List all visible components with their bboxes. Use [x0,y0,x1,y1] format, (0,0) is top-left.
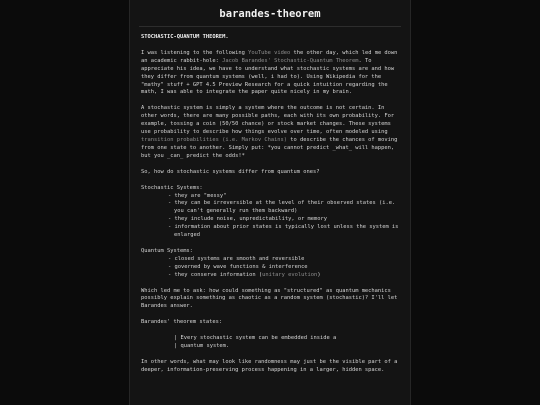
stochastic-text-a: A stochastic system is simply a system where the outcome is not certain. In other words, there are many possible paths, each with its own probability. For example, tossing a coin (50/50 chance) or stock market changes. These systems use probability to describe how things evolve over time, often modeled using [141,105,395,136]
article-page [129,0,411,405]
closing-paragraph: In other words, what may look like randomness may just be the visible part of a deeper, information-preserving process happening in a larger, hidden space. [141,359,398,373]
list-item [141,272,399,280]
list-item: - they include noise, unpredictability, or memory [168,216,328,223]
intro-heading: STOCHASTIC-QUANTUM THEOREM. [141,34,229,40]
question-paragraph: So, how do stochastic systems differ from quantum ones? [141,168,320,175]
youtube-video-link[interactable]: YouTube video [248,49,291,56]
quantum-systems-list [141,256,399,280]
intro-text-b: the other day, which led me down an academic rabbit-hole: [141,49,398,64]
unitary-evolution-link[interactable]: unitary evolution [262,271,318,278]
quantum-item-text-b: ) [317,271,321,278]
theorem-line-2: | quantum system. [174,343,230,350]
article-content [130,27,410,375]
list-item: - governed by wave functions & interference [168,263,308,270]
quantum-item-text-a: - they conserve information ( [168,271,263,278]
list-item: - they can be irreversible at the level of their observed states (i.e. you can't generally run them backward) [168,200,396,215]
list-item: - they are "messy" [168,192,227,199]
theorem-quote [141,335,399,351]
list-item: - information about prior states is typically lost unless the system is enlarged [168,224,399,239]
intro-text-c: . To appreciate his idea, we have to understand what stochastic systems are and how they differ from quantum systems (well, i had to). Using Wikipedia for the "mathy" stuff + GPT 4.5 Preview Research for a quick intuition regarding the math, I was able to integrate the paper quite nicely in my brain. [141,57,395,96]
list-item: - closed systems are smooth and reversible [168,255,305,262]
transition-paragraph: Which led me to ask: how could something as "structured" as quantum mechanics possibly explain something as chaotic as a random system (stochastic)? I'll let Barandes answer. [141,287,398,310]
quantum-systems-label: Quantum Systems: [141,247,193,254]
barandes-theorem-link[interactable]: Jacob Barandes' Stochastic-Quantum Theorem [222,57,359,64]
markov-chains-link[interactable]: transition probabilities (i.e. Markov Chains) [141,136,288,143]
theorem-label: Barandes' theorem states: [141,319,223,326]
stochastic-text-b: to describe the chances of moving from one state to another. Simply put: *you cannot predict _what_ will happen, but you _can_ predict the odds!* [141,136,398,159]
intro-paragraph [141,50,399,97]
theorem-line-1: | Every stochastic system can be embedded inside a [174,335,337,342]
stochastic-systems-label: Stochastic Systems: [141,184,203,191]
intro-text-a: I was listening to the following [141,49,249,56]
stochastic-systems-list [141,193,399,240]
page-title: barandes-theorem [219,8,321,20]
stochastic-paragraph [141,105,399,160]
